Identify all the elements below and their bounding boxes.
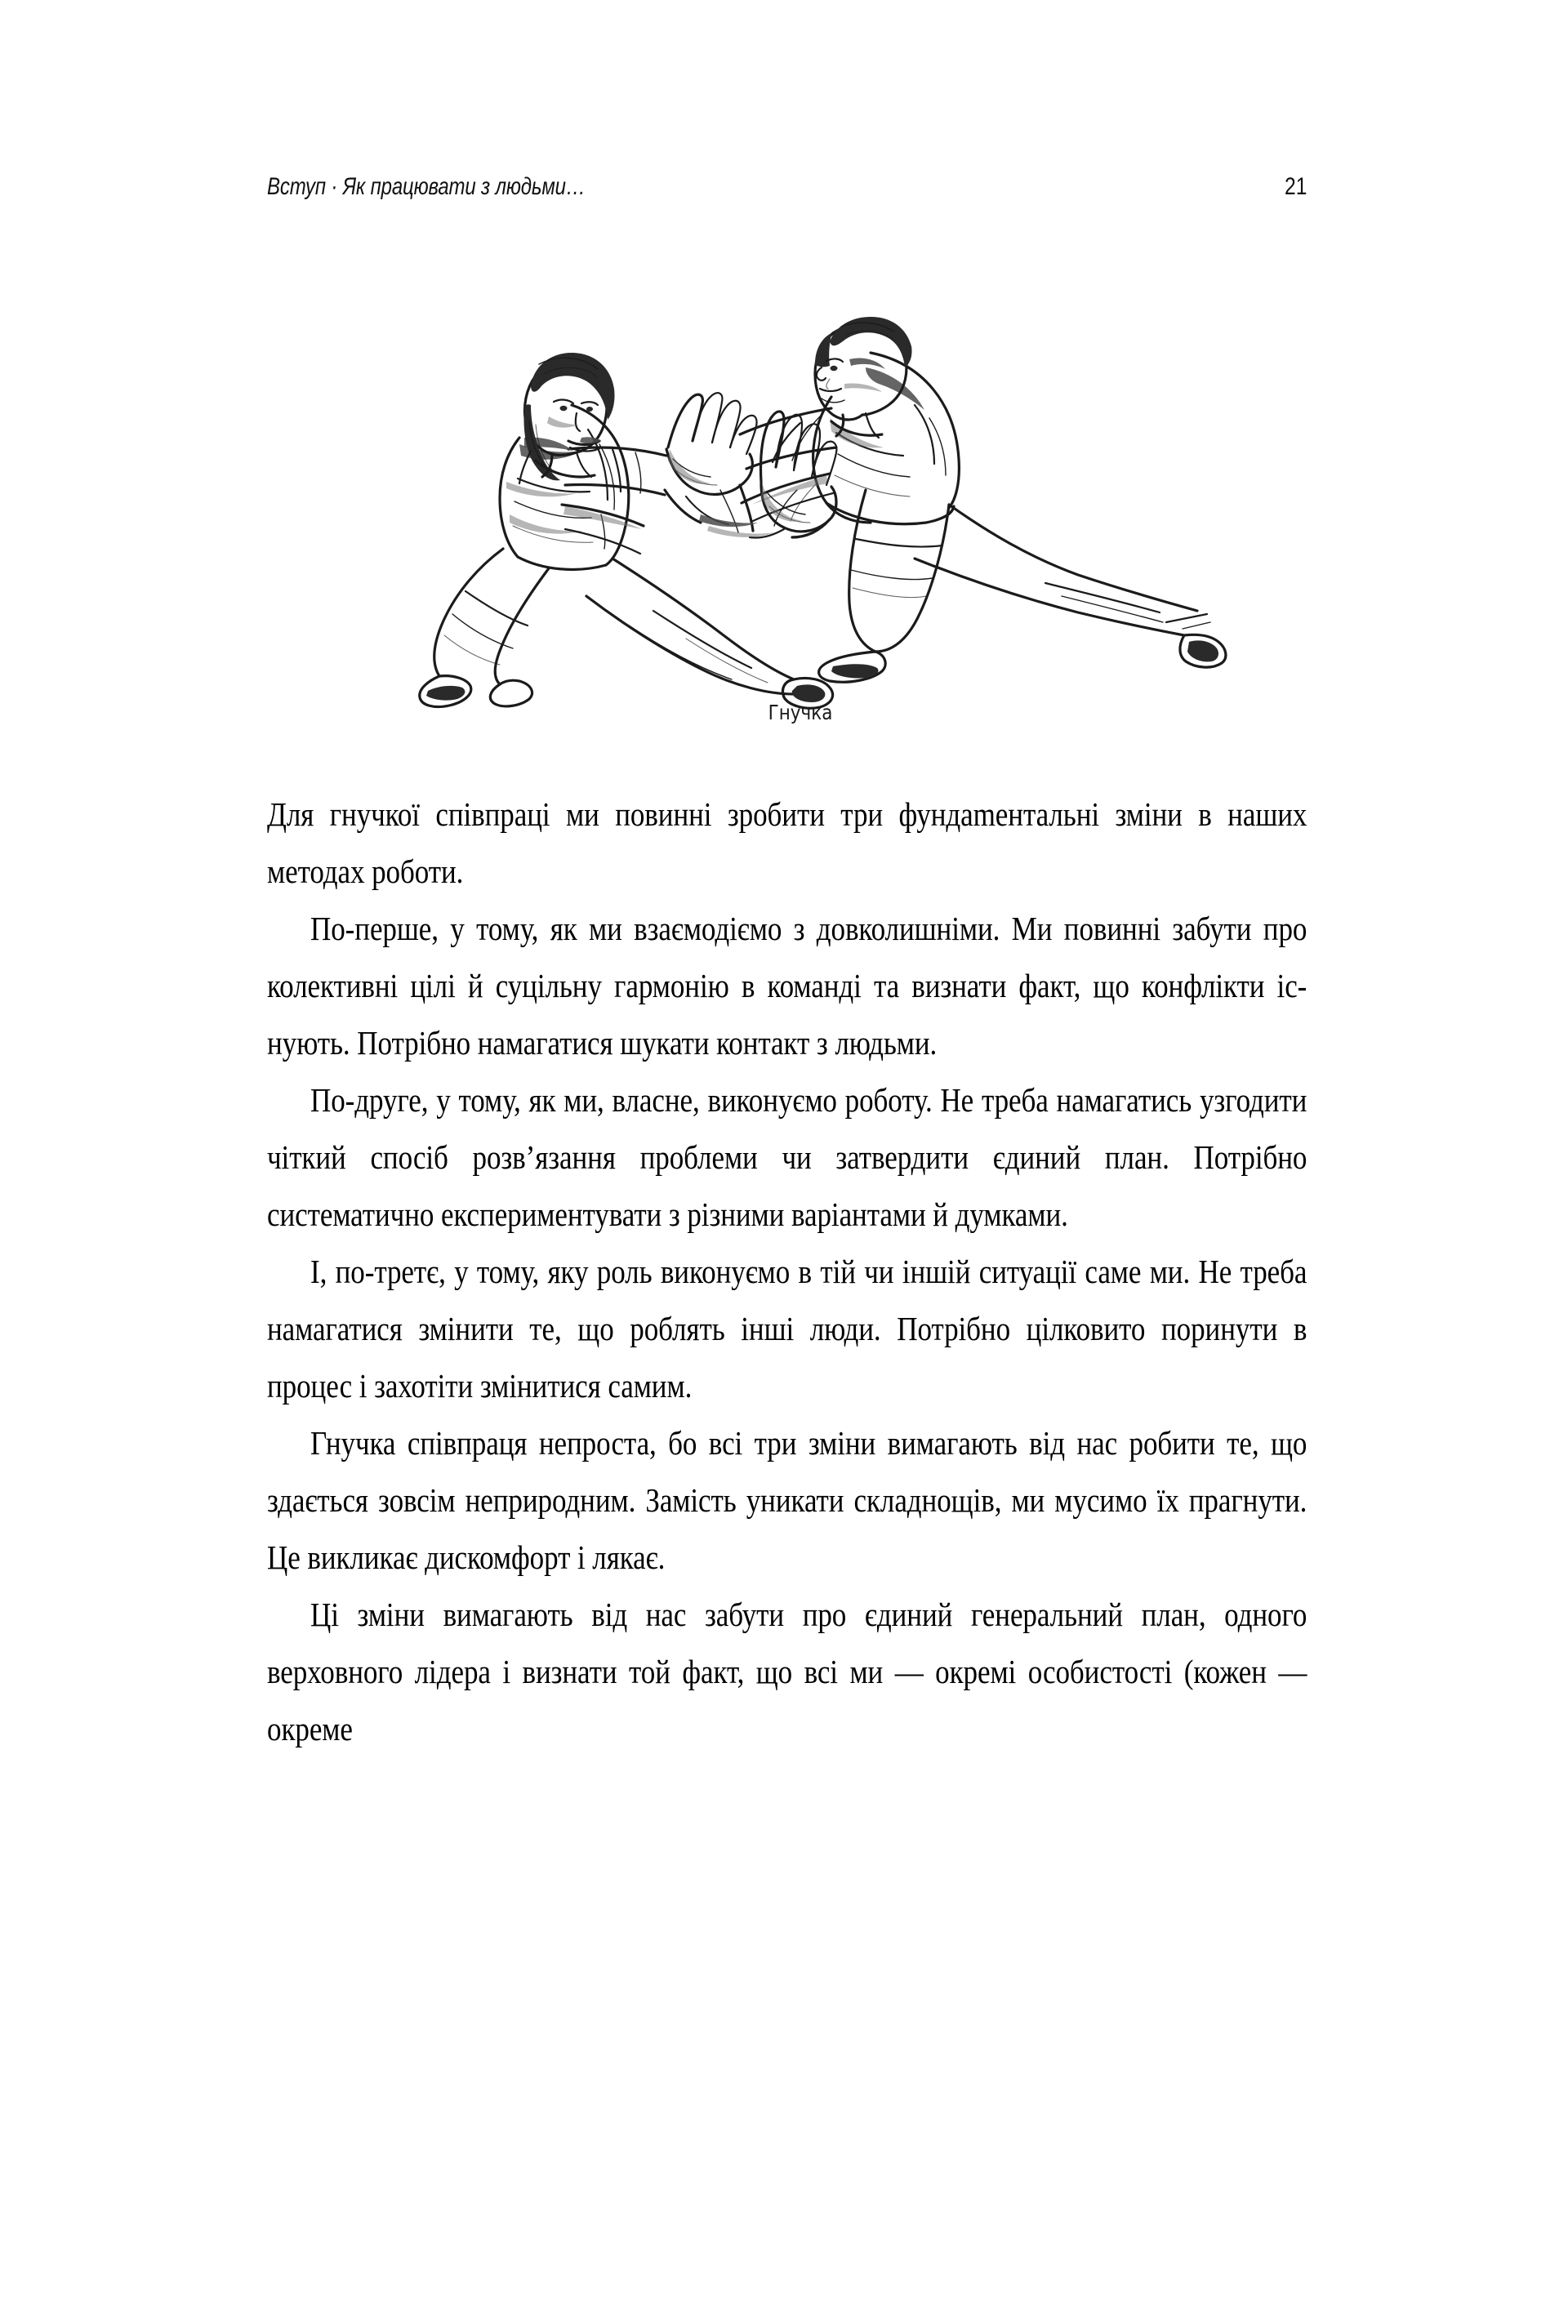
paragraph-6: Ці зміни вимагають від нас забути про єдиний генеральний план, одного верховного лідера і визнати той факт, що всі ми — окремі особистості (кожен — окреме [267, 1596, 1307, 1747]
paragraph-1: Для гнучкої співпраці ми повинні зробити три фундаmентальні зміни в наших методах роботи. [267, 795, 1307, 890]
running-head [267, 173, 1307, 209]
figure-illustration-container [343, 245, 1258, 719]
figure-caption: Гнучка [768, 701, 833, 724]
paragraph-4: І, по-третє, у тому, яку роль виконуємо в тій чи іншій ситуації саме ми. Не треба намагатися змінити те, що роблять інші люди. Потрібно цілковито поринути в процес і захотіти змінитися самим. [267, 1253, 1307, 1405]
martial-arts-sketch-icon [343, 245, 1258, 719]
paragraph-5: Гнучка співпраця непроста, бо всі три зміни вимагають від нас робити те, що здається зовсім неприродним. Замість уникати складнощів, ми мусимо їх прагнути. Це викликає дискомфорт і лякає. [267, 1424, 1307, 1576]
running-title: Вступ · Як працювати з людьми… [267, 173, 586, 200]
body-text-block [267, 786, 1307, 1757]
page-number: 21 [1284, 173, 1307, 200]
paragraph-2: По-перше, у тому, як ми взаємодіємо з довколишніми. Ми повинні забути про колективні цілі й суцільну гармонію в команді та визнати факт, що конфлікти існують. Потрібно намагатися шукати контакт з людьми. [267, 910, 1307, 1062]
paragraph-3: По-друге, у тому, як ми, власне, виконуємо роботу. Не треба намагатись узгодити чіткий спосіб розв’язання проблеми чи затвердити єдиний план. Потрібно систематично експериментувати з різними варіантами й думками. [267, 1081, 1307, 1233]
